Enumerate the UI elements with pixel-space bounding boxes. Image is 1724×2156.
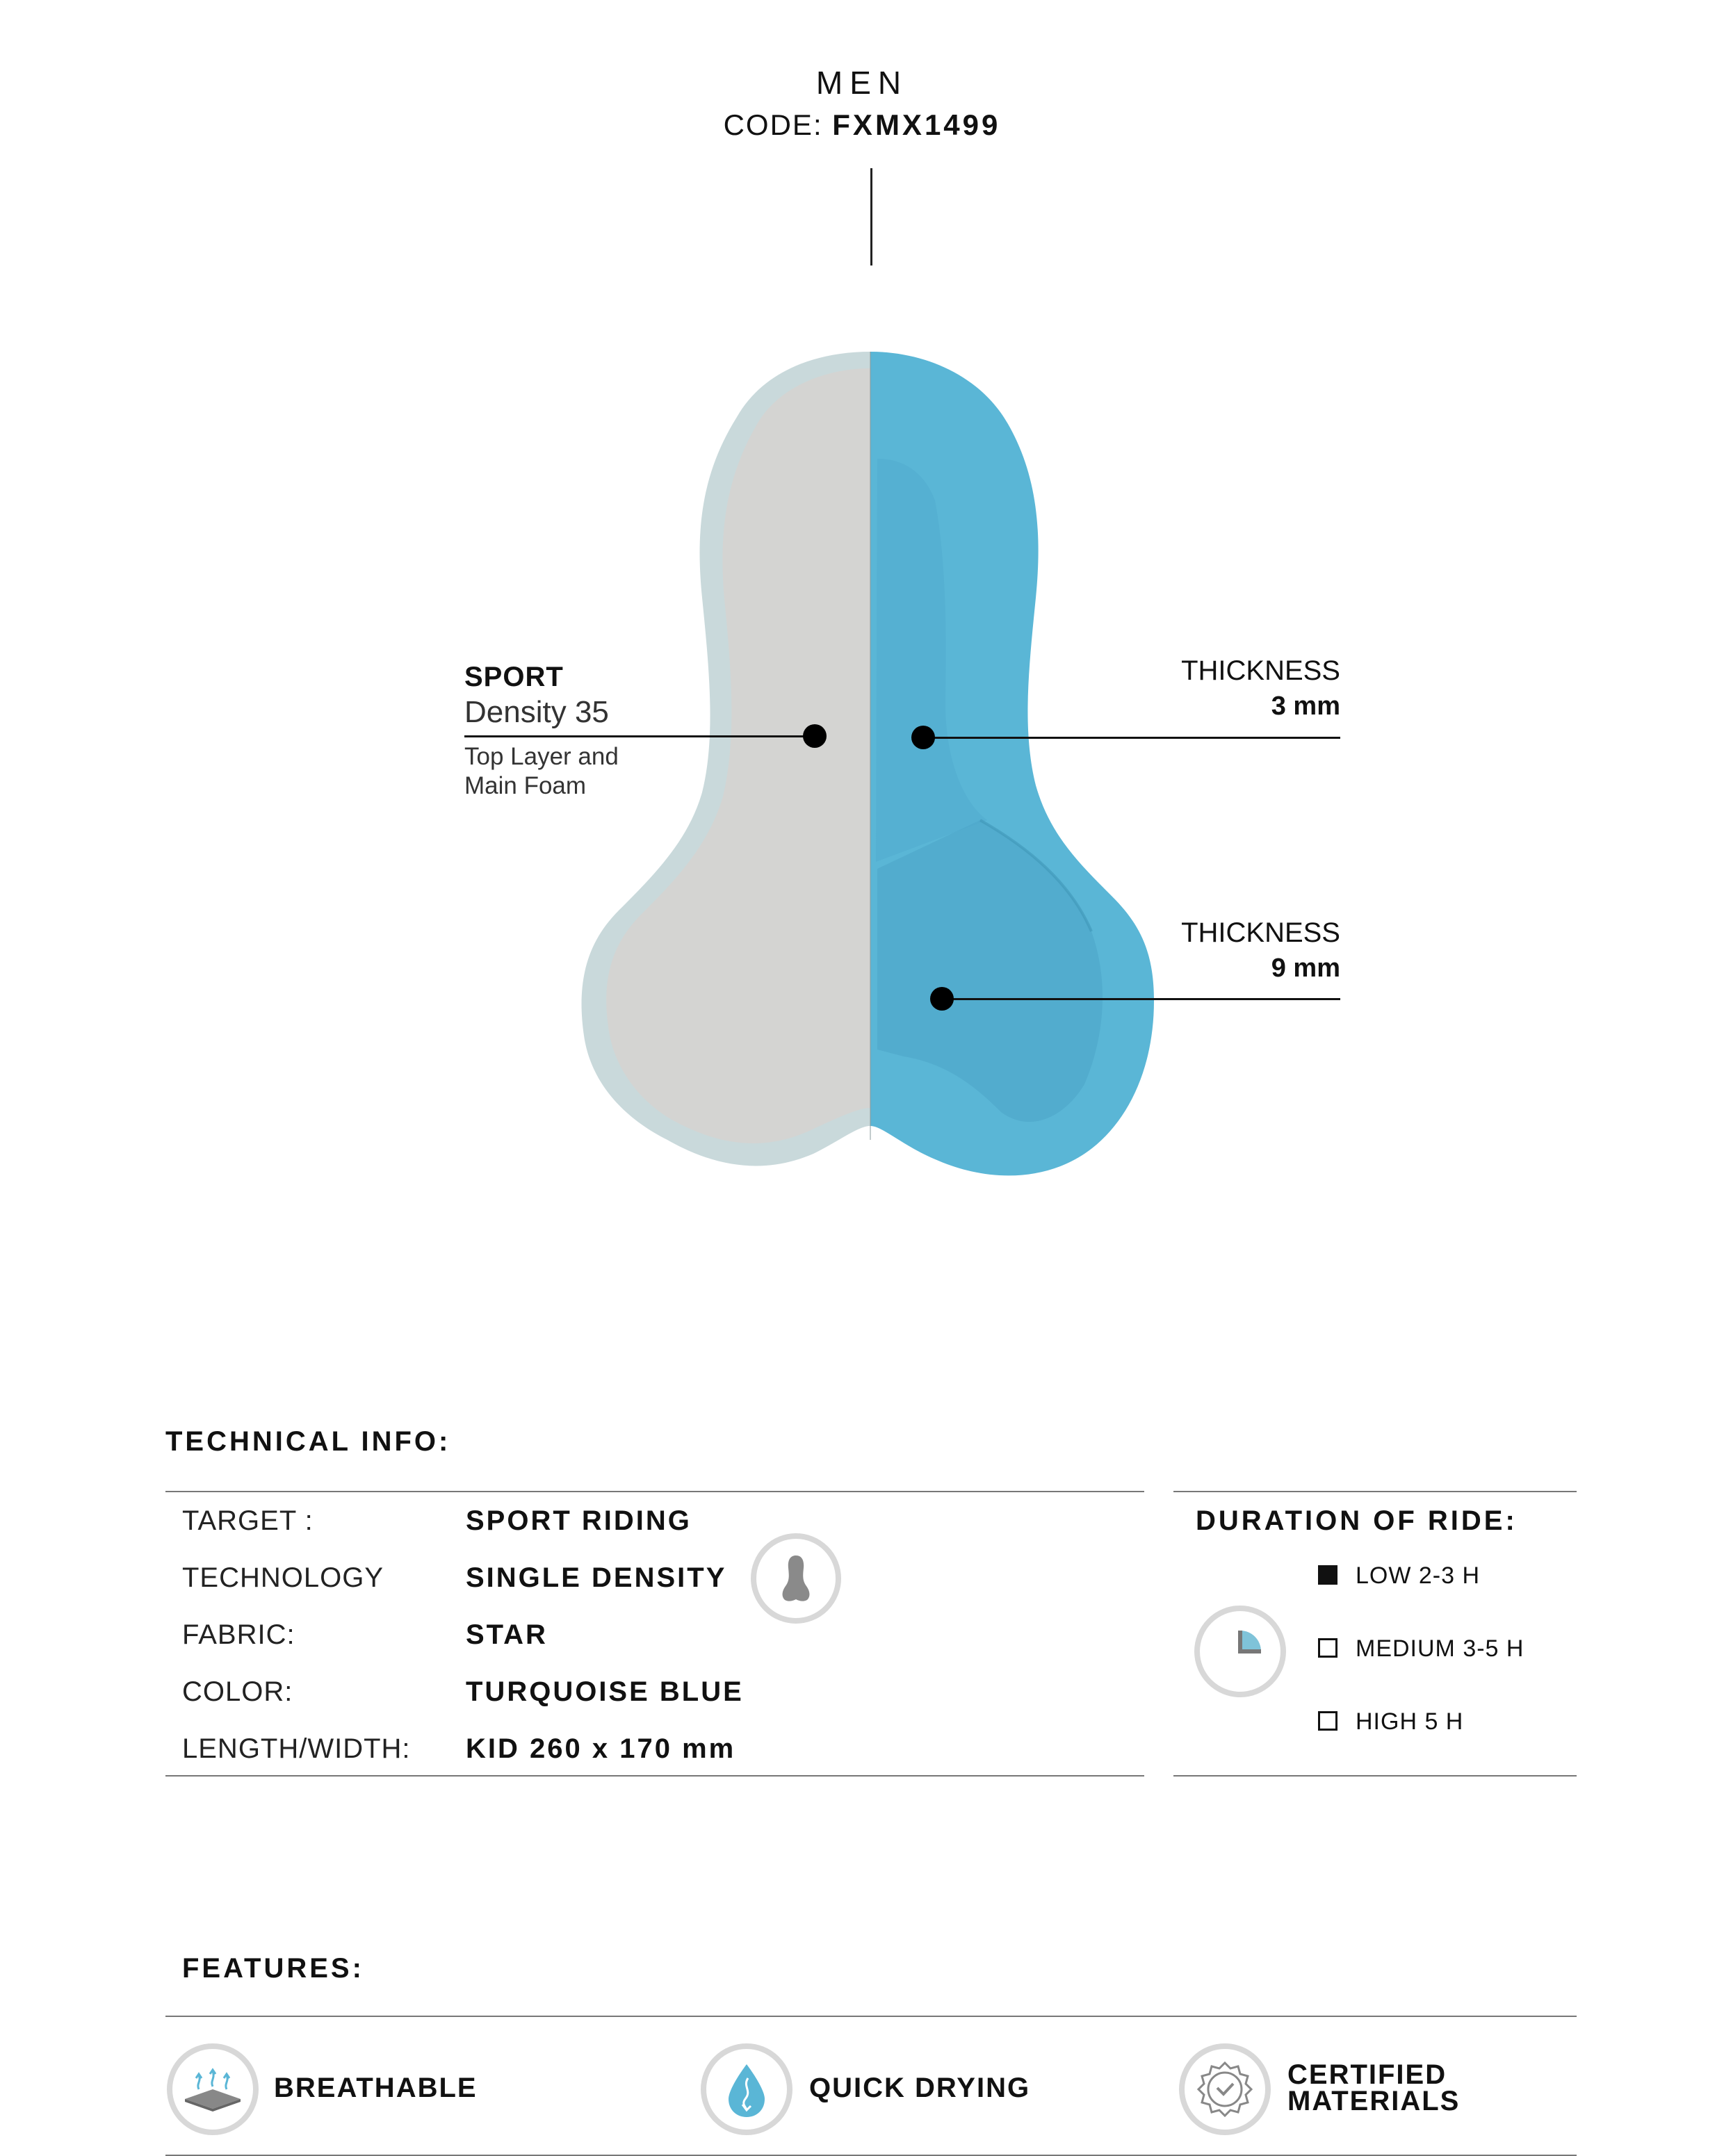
duration-low-label: LOW 2-3 H bbox=[1356, 1562, 1481, 1589]
sport-desc-line1: Top Layer and bbox=[464, 743, 619, 770]
tech-row-label: LENGTH/WIDTH: bbox=[182, 1733, 411, 1764]
tech-row-label: TECHNOLOGY bbox=[182, 1562, 384, 1593]
feature-certified-label-line2: MATERIALS bbox=[1287, 2086, 1461, 2116]
duration-top-divider bbox=[1173, 1491, 1577, 1492]
tech-row-value: SINGLE DENSITY bbox=[466, 1562, 727, 1593]
tech-row-value: STAR bbox=[466, 1619, 548, 1650]
tech-row-label: FABRIC: bbox=[182, 1619, 295, 1650]
technical-bottom-divider bbox=[165, 1775, 1144, 1777]
sport-density: Density 35 bbox=[464, 695, 609, 729]
sport-leader-line bbox=[464, 735, 815, 737]
breathable-icon bbox=[167, 2043, 259, 2135]
thickness-top-leader-line bbox=[923, 737, 1340, 739]
code-value: FXMX1499 bbox=[832, 108, 1001, 141]
code-prefix: CODE: bbox=[723, 108, 823, 141]
single-density-pad-icon bbox=[751, 1533, 841, 1624]
tech-row-value: KID 260 x 170 mm bbox=[466, 1733, 736, 1764]
thickness-bottom-label: THICKNESS bbox=[1181, 917, 1340, 948]
thickness-top-marker-dot bbox=[911, 726, 935, 749]
tech-row-value: SPORT RIDING bbox=[466, 1505, 692, 1536]
features-heading: FEATURES: bbox=[182, 1953, 364, 1984]
thickness-bottom-leader-line bbox=[942, 998, 1340, 1000]
tech-row-value: TURQUOISE BLUE bbox=[466, 1676, 744, 1707]
sport-marker-dot bbox=[803, 724, 827, 748]
duration-bottom-divider bbox=[1173, 1775, 1577, 1777]
duration-medium-checkbox bbox=[1318, 1638, 1337, 1658]
feature-quick-drying-label: QUICK DRYING bbox=[809, 2073, 1031, 2103]
water-drop-icon bbox=[701, 2043, 792, 2135]
thickness-top-value: 3 mm bbox=[1271, 692, 1340, 721]
feature-certified-label-line1: CERTIFIED bbox=[1287, 2059, 1447, 2090]
gender-label: MEN bbox=[815, 65, 909, 101]
tech-row-label: COLOR: bbox=[182, 1676, 293, 1707]
feature-breathable-label: BREATHABLE bbox=[274, 2073, 478, 2103]
duration-clock-icon bbox=[1194, 1606, 1286, 1697]
sport-desc-line2: Main Foam bbox=[464, 772, 587, 799]
duration-medium-label: MEDIUM 3-5 H bbox=[1356, 1635, 1524, 1662]
features-top-divider bbox=[165, 2016, 1577, 2017]
duration-high-label: HIGH 5 H bbox=[1356, 1708, 1464, 1735]
duration-heading: DURATION OF RIDE: bbox=[1196, 1505, 1518, 1536]
thickness-bottom-value: 9 mm bbox=[1271, 954, 1340, 983]
sport-title: SPORT bbox=[464, 662, 564, 692]
duration-low-checkbox bbox=[1318, 1565, 1337, 1585]
duration-high-checkbox bbox=[1318, 1711, 1337, 1731]
technical-info-heading: TECHNICAL INFO: bbox=[165, 1426, 451, 1457]
tech-row-label: TARGET : bbox=[182, 1505, 314, 1536]
thickness-top-label: THICKNESS bbox=[1181, 655, 1340, 686]
certified-badge-icon bbox=[1179, 2043, 1271, 2135]
thickness-bottom-marker-dot bbox=[930, 987, 954, 1011]
technical-top-divider bbox=[165, 1491, 1144, 1492]
